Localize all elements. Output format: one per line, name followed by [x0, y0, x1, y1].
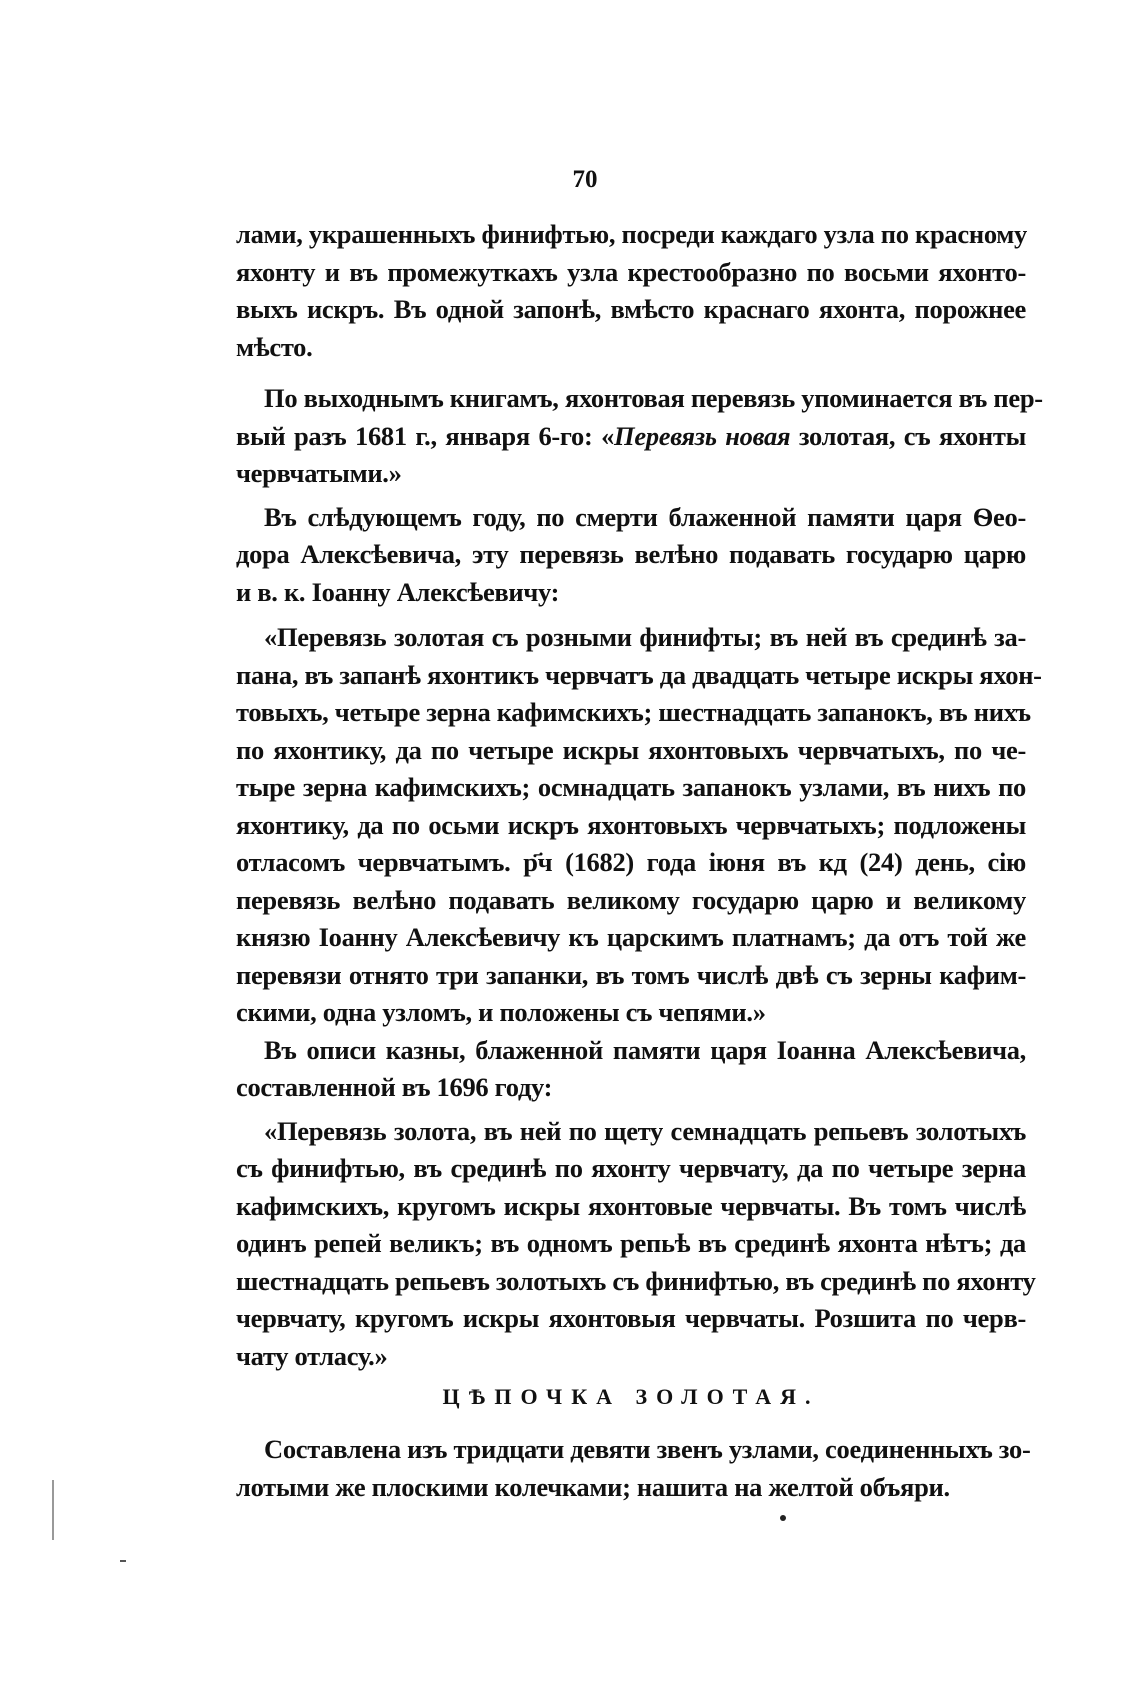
text-line: дора Алексѣевича, эту перевязь велѣно подавать государю царю	[236, 539, 1026, 569]
text-line: яхонтику, да по осьми искръ яхонтовыхъ червчатыхъ; подложены	[236, 809, 1026, 840]
text-line: «Перевязь золотая съ розными финифты; въ ней въ срединѣ за-	[264, 622, 1026, 652]
text-line: товыхъ, четыре зерна кафимскихъ; шестнадцать запанокъ, въ нихъ	[236, 697, 1031, 727]
paragraph-2	[236, 380, 1043, 493]
paragraph-1	[236, 216, 1026, 366]
paragraph-final	[236, 1431, 1031, 1506]
text-line: По выходнымъ книгамъ, яхонтовая перевязь упоминается въ пер-	[264, 383, 1043, 413]
text-line: князю Іоанну Алексѣевичу къ царскимъ платнамъ; да отъ той же	[236, 922, 1026, 952]
quote-1	[236, 619, 1042, 1032]
text-line: скими, одна узломъ, и положены съ чепями.»	[236, 997, 766, 1027]
text-line: чату отласу.»	[236, 1340, 388, 1371]
text-line: лами, украшенныхъ финифтью, посреди каждаго узла по красному	[236, 219, 1027, 249]
section-heading: ЦѢПОЧКА ЗОЛОТАЯ.	[442, 1384, 820, 1409]
text-line: Въ описи казны, блаженной памяти царя Іоанна Алексѣевича,	[264, 1034, 1026, 1065]
body-text	[236, 216, 1043, 1506]
text-line: кафимскихъ, кругомъ искры яхонтовые червчаты. Въ томъ числѣ	[236, 1190, 1026, 1221]
text-line: Въ слѣдующемъ году, по смерти блаженной памяти царя Ѳео-	[264, 501, 1026, 532]
margin-mark	[52, 1480, 54, 1540]
margin-mark	[120, 1560, 126, 1562]
text-line: яхонту и въ промежуткахъ узла крестообразно по восьми яхонто-	[236, 256, 1026, 287]
page-number: 70	[572, 166, 598, 193]
text-line: шестнадцать репьевъ золотыхъ съ финифтью, въ срединѣ по яхонту	[236, 1265, 1036, 1296]
text-fragment: золотая, съ яхонты	[790, 420, 1026, 451]
text-line: по яхонтику, да по четыре искры яхонтовыхъ червчатыхъ, по че-	[236, 734, 1026, 765]
text-line: лотыми же плоскими колечками; нашита на желтой объяри.	[236, 1471, 950, 1502]
text-line: червчатыми.»	[236, 458, 402, 488]
text-line: отласомъ червчатымъ. р҃ч (1682) года іюня въ кд (24) день, сію	[236, 847, 1026, 877]
paragraph-3	[236, 499, 1026, 612]
paragraph-4	[236, 1032, 1026, 1107]
text-line: пана, въ запанѣ яхонтикъ червчатъ да двадцать четыре искры яхон-	[236, 659, 1042, 690]
text-line: съ финифтью, въ срединѣ по яхонту червчату, да по четыре зерна	[236, 1153, 1026, 1183]
text-line: Составлена изъ тридцати девяти звенъ узлами, соединенныхъ зо-	[264, 1434, 1031, 1464]
quote-2	[236, 1113, 1036, 1376]
text-line: тыре зерна кафимскихъ; осмнадцать запанокъ узлами, въ нихъ по	[236, 772, 1026, 802]
italic-phrase: Перевязь новая	[614, 420, 791, 451]
text-line: одинъ репей великъ; въ одномъ репьѣ въ срединѣ яхонта нѣтъ; да	[236, 1228, 1026, 1258]
text-line: мѣсто.	[236, 331, 313, 362]
ink-dot	[780, 1515, 786, 1521]
text-line: перевязь велѣно подавать великому государю царю и великому	[236, 884, 1026, 915]
text-fragment: вый разъ 1681 г., января 6-го: «	[236, 420, 615, 451]
text-line	[236, 418, 1026, 456]
text-line: «Перевязь золота, въ ней по щету семнадцать репьевъ золотыхъ	[264, 1115, 1026, 1146]
text-line: выхъ искръ. Въ одной запонѣ, вмѣсто краснаго яхонта, порожнее	[236, 294, 1026, 324]
text-line: составленной въ 1696 году:	[236, 1072, 553, 1102]
text-line: червчату, кругомъ искры яхонтовыя червчаты. Розшита по черв-	[236, 1303, 1026, 1333]
text-line: перевязи отнято три запанки, въ томъ числѣ двѣ съ зерны кафим-	[236, 959, 1026, 990]
text-line: и в. к. Іоанну Алексѣевичу:	[236, 576, 560, 607]
